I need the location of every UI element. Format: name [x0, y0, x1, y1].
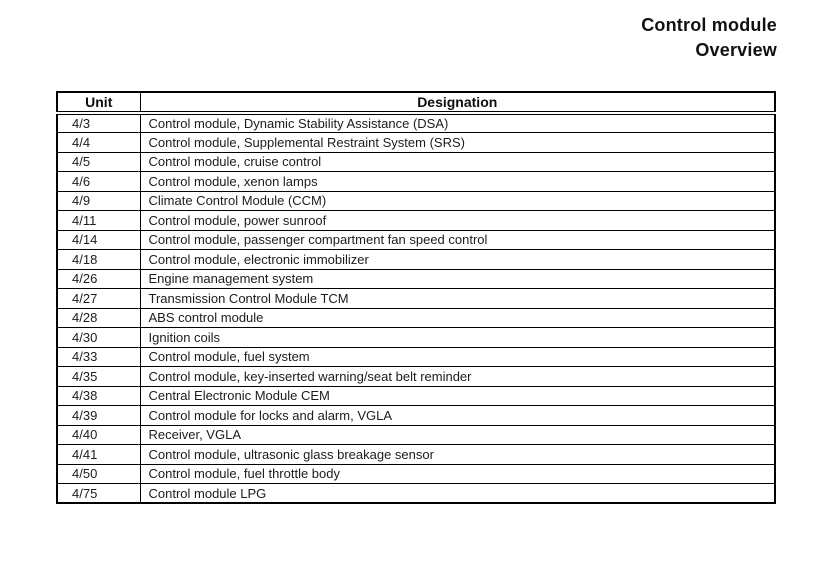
designation-cell: Control module, electronic immobilizer [140, 250, 775, 270]
unit-cell: 4/18 [57, 250, 140, 270]
table-row [57, 445, 775, 465]
table-row [57, 289, 775, 309]
designation-cell: Transmission Control Module TCM [140, 289, 775, 309]
table-row [57, 191, 775, 211]
unit-cell: 4/3 [57, 113, 140, 133]
designation-cell: ABS control module [140, 308, 775, 328]
unit-cell: 4/35 [57, 367, 140, 387]
unit-cell: 4/38 [57, 386, 140, 406]
table-body [57, 113, 775, 503]
designation-cell: Climate Control Module (CCM) [140, 191, 775, 211]
unit-cell: 4/6 [57, 172, 140, 192]
unit-cell: 4/26 [57, 269, 140, 289]
unit-cell: 4/5 [57, 152, 140, 172]
unit-cell: 4/39 [57, 406, 140, 426]
table-row [57, 484, 775, 504]
table-row [57, 406, 775, 426]
unit-cell: 4/75 [57, 484, 140, 504]
unit-cell: 4/33 [57, 347, 140, 367]
designation-cell: Engine management system [140, 269, 775, 289]
unit-cell: 4/27 [57, 289, 140, 309]
unit-cell: 4/40 [57, 425, 140, 445]
unit-cell: 4/28 [57, 308, 140, 328]
designation-cell: Control module, cruise control [140, 152, 775, 172]
table-row [57, 308, 775, 328]
table-row [57, 425, 775, 445]
control-module-table [56, 91, 776, 504]
designation-cell: Control module, power sunroof [140, 211, 775, 231]
unit-column-header: Unit [57, 92, 140, 113]
table-row [57, 172, 775, 192]
table-row [57, 230, 775, 250]
designation-cell: Control module, Supplemental Restraint System (SRS) [140, 133, 775, 153]
table-row [57, 250, 775, 270]
designation-cell: Control module, fuel throttle body [140, 464, 775, 484]
table-row [57, 211, 775, 231]
page-title-line1: Control module [641, 15, 777, 35]
designation-cell: Ignition coils [140, 328, 775, 348]
table-row [57, 269, 775, 289]
unit-cell: 4/14 [57, 230, 140, 250]
table-row [57, 328, 775, 348]
unit-cell: 4/4 [57, 133, 140, 153]
designation-cell: Control module, fuel system [140, 347, 775, 367]
table-row [57, 113, 775, 133]
designation-cell: Control module LPG [140, 484, 775, 504]
table-header [57, 92, 775, 113]
designation-column-header: Designation [140, 92, 775, 113]
table-row [57, 464, 775, 484]
designation-cell: Control module, ultrasonic glass breakage sensor [140, 445, 775, 465]
designation-cell: Control module, Dynamic Stability Assistance (DSA) [140, 113, 775, 133]
table-row [57, 152, 775, 172]
unit-cell: 4/41 [57, 445, 140, 465]
designation-cell: Control module for locks and alarm, VGLA [140, 406, 775, 426]
unit-cell: 4/50 [57, 464, 140, 484]
unit-cell: 4/30 [57, 328, 140, 348]
designation-cell: Control module, xenon lamps [140, 172, 775, 192]
page-title-line2: Overview [695, 40, 777, 60]
designation-cell: Control module, passenger compartment fan speed control [140, 230, 775, 250]
designation-cell: Receiver, VGLA [140, 425, 775, 445]
page-title [641, 13, 777, 63]
table-row [57, 347, 775, 367]
designation-cell: Control module, key-inserted warning/seat belt reminder [140, 367, 775, 387]
unit-cell: 4/11 [57, 211, 140, 231]
table-row [57, 367, 775, 387]
unit-cell: 4/9 [57, 191, 140, 211]
designation-cell: Central Electronic Module CEM [140, 386, 775, 406]
table-row [57, 386, 775, 406]
table-row [57, 133, 775, 153]
